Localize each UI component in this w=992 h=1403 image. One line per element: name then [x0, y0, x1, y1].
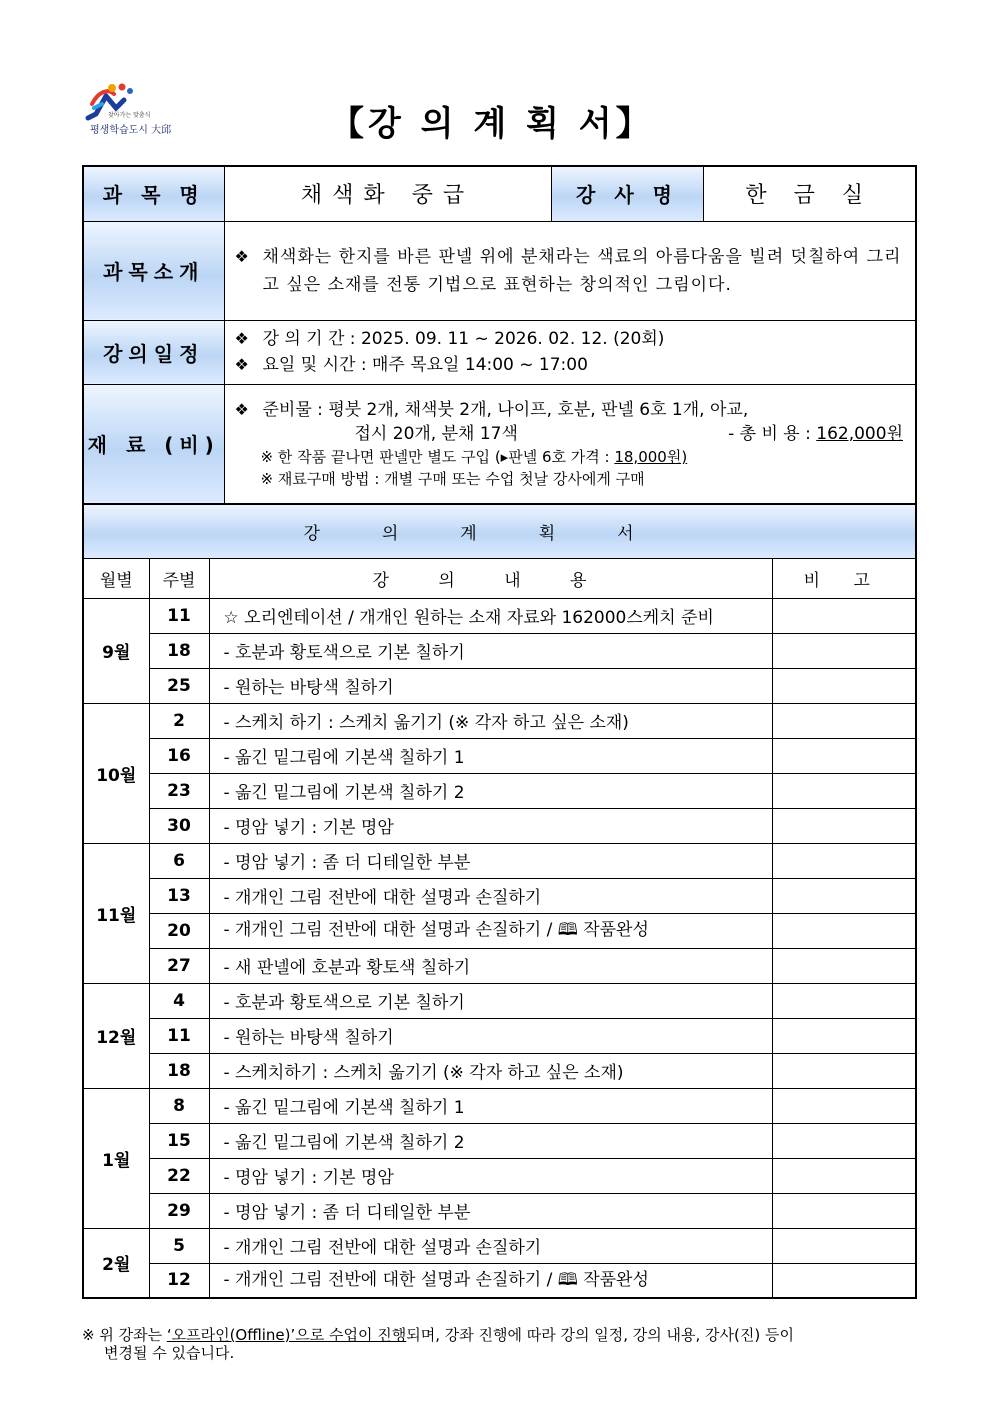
week-cell: 13	[149, 878, 209, 913]
week-cell: 22	[149, 1158, 209, 1193]
week-cell: 8	[149, 1088, 209, 1123]
month-cell: 9월	[83, 598, 149, 703]
week-cell: 6	[149, 843, 209, 878]
remark-cell	[772, 808, 916, 843]
week-cell: 11	[149, 1018, 209, 1053]
table-row	[83, 1263, 916, 1298]
content-cell: - 개개인 그림 전반에 대한 설명과 손질하기	[209, 1228, 772, 1263]
material-cell	[224, 384, 916, 504]
month-cell: 1월	[83, 1088, 149, 1228]
week-cell: 25	[149, 668, 209, 703]
document-title: 【강 의 계 획 서】	[330, 104, 654, 144]
week-cell: 2	[149, 703, 209, 738]
supplies-line2: 접시 20개, 분채 17색	[354, 423, 518, 444]
table-row	[83, 1228, 916, 1263]
content-cell: - 옮긴 밑그림에 기본색 칠하기 2	[209, 773, 772, 808]
table-row	[83, 1053, 916, 1088]
week-cell: 20	[149, 913, 209, 948]
remark-cell	[772, 633, 916, 668]
remark-cell	[772, 1228, 916, 1263]
content-cell: - 호분과 황토색으로 기본 칠하기	[209, 633, 772, 668]
time-label: 요일 및 시간 :	[262, 355, 367, 375]
period-value: 2025. 09. 11 ~ 2026. 02. 12. (20회)	[360, 329, 665, 349]
supplies-line1: 평붓 2개, 채색붓 2개, 나이프, 호분, 판넬 6호 1개, 아교,	[328, 399, 749, 420]
footer-line2: 변경될 수 있습니다.	[104, 1344, 235, 1362]
content-cell: - 옮긴 밑그림에 기본색 칠하기 2	[209, 1123, 772, 1158]
supplies-label: 준비물 :	[262, 399, 323, 420]
table-row	[83, 948, 916, 983]
month-header: 월별	[83, 558, 149, 598]
subject-value: 채색화 중급	[224, 166, 551, 221]
content-cell: - 명암 넣기 : 기본 명암	[209, 1158, 772, 1193]
subject-label: 과 목 명	[83, 166, 224, 221]
intro-label: 과목소개	[83, 221, 224, 320]
instructor-label: 강 사 명	[551, 166, 703, 221]
diamond-bullet-icon: ❖	[234, 246, 249, 266]
remark-cell	[772, 878, 916, 913]
remark-cell	[772, 1018, 916, 1053]
diamond-bullet-icon: ❖	[234, 329, 249, 348]
footer-underlined: ‘오프라인(Offline)’으로 수업이 진행	[166, 1326, 407, 1344]
week-cell: 23	[149, 773, 209, 808]
course-info-table	[82, 165, 917, 505]
content-cell: - 명암 넣기 : 좀 더 디테일한 부분	[209, 843, 772, 878]
remark-cell	[772, 1053, 916, 1088]
table-row	[83, 738, 916, 773]
month-cell: 10월	[83, 703, 149, 843]
content-header: 강 의 내 용	[209, 558, 772, 598]
month-cell: 12월	[83, 983, 149, 1088]
week-cell: 18	[149, 1053, 209, 1088]
remark-cell	[772, 668, 916, 703]
table-row	[83, 1088, 916, 1123]
week-cell: 15	[149, 1123, 209, 1158]
remark-cell	[772, 1158, 916, 1193]
purchase-note: ※ 재료구매 방법 : 개별 구매 또는 수업 첫날 강사에게 구매	[260, 469, 645, 488]
week-cell: 30	[149, 808, 209, 843]
remark-cell	[772, 738, 916, 773]
table-row	[83, 598, 916, 633]
plan-banner: 강의계획서	[83, 504, 916, 558]
total-value: 162,000원	[816, 423, 903, 444]
week-cell: 27	[149, 948, 209, 983]
schedule-cell	[224, 320, 916, 384]
week-cell: 18	[149, 633, 209, 668]
content-cell: - 명암 넣기 : 좀 더 디테일한 부분	[209, 1193, 772, 1228]
table-row	[83, 913, 916, 948]
plan-body	[83, 598, 916, 1298]
content-cell: - 명암 넣기 : 기본 명암	[209, 808, 772, 843]
logo-tagline: 찾아가는 맞춤식	[108, 112, 151, 119]
logo-name: 평생학습도시 大邱	[90, 125, 172, 136]
content-cell: - 개개인 그림 전반에 대한 설명과 손질하기 / 🕮 작품완성	[209, 1263, 772, 1298]
panel-price: 18,000원)	[614, 447, 688, 466]
content-cell: - 옮긴 밑그림에 기본색 칠하기 1	[209, 1088, 772, 1123]
remark-cell	[772, 1263, 916, 1298]
week-cell: 11	[149, 598, 209, 633]
month-cell: 2월	[83, 1228, 149, 1298]
material-label: 재 료 (비)	[83, 384, 224, 504]
diamond-bullet-icon: ❖	[234, 355, 249, 374]
remark-header: 비 고	[772, 558, 916, 598]
content-cell: - 옮긴 밑그림에 기본색 칠하기 1	[209, 738, 772, 773]
table-row	[83, 773, 916, 808]
instructor-value: 한 금 실	[703, 166, 916, 221]
footer-note	[82, 1326, 912, 1362]
month-cell: 11월	[83, 843, 149, 983]
table-row	[83, 668, 916, 703]
remark-cell	[772, 983, 916, 1018]
table-row	[83, 843, 916, 878]
remark-cell	[772, 913, 916, 948]
remark-cell	[772, 1123, 916, 1158]
remark-cell	[772, 948, 916, 983]
week-cell: 29	[149, 1193, 209, 1228]
content-cell: - 스케치하기 : 스케치 옮기기 (※ 각자 하고 싶은 소재)	[209, 1053, 772, 1088]
content-cell: - 원하는 바탕색 칠하기	[209, 1018, 772, 1053]
content-cell: - 스케치 하기 : 스케치 옮기기 (※ 각자 하고 싶은 소재)	[209, 703, 772, 738]
content-cell: ☆ 오리엔테이션 / 개개인 원하는 소재 자료와 162000스케치 준비	[209, 598, 772, 633]
table-row	[83, 1193, 916, 1228]
week-cell: 12	[149, 1263, 209, 1298]
week-cell: 16	[149, 738, 209, 773]
table-row	[83, 703, 916, 738]
intro-text: 채색화는 한지를 바른 판넬 위에 분채라는 색료의 아름다움을 빌려 덧칠하여 그리고 싶은 소재를 전통 기법으로 표현하는 창의적인 그림이다.	[262, 246, 902, 295]
panel-note: ※ 한 작품 끝나면 판넬만 별도 구입 (▸판넬 6호 가격 :	[260, 447, 610, 466]
table-row	[83, 808, 916, 843]
footer-suffix: 되며, 강좌 진행에 따라 강의 일정, 강의 내용, 강사(진) 등이	[406, 1326, 794, 1344]
schedule-label: 강의일정	[83, 320, 224, 384]
content-cell: - 개개인 그림 전반에 대한 설명과 손질하기 / 🕮 작품완성	[209, 913, 772, 948]
remark-cell	[772, 843, 916, 878]
remark-cell	[772, 1088, 916, 1123]
week-cell: 5	[149, 1228, 209, 1263]
remark-cell	[772, 1193, 916, 1228]
footer-prefix: ※ 위 강좌는	[82, 1326, 167, 1344]
diamond-bullet-icon: ❖	[234, 399, 249, 419]
time-value: 매주 목요일 14:00 ~ 17:00	[371, 355, 588, 375]
table-row	[83, 1123, 916, 1158]
remark-cell	[772, 773, 916, 808]
table-row	[83, 633, 916, 668]
remark-cell	[772, 703, 916, 738]
content-cell: - 새 판넬에 호분과 황토색 칠하기	[209, 948, 772, 983]
week-cell: 4	[149, 983, 209, 1018]
total-label: - 총 비 용 :	[728, 423, 811, 444]
lecture-plan-table	[82, 503, 917, 1299]
table-row	[83, 1158, 916, 1193]
table-row	[83, 1018, 916, 1053]
content-cell: - 호분과 황토색으로 기본 칠하기	[209, 983, 772, 1018]
intro-cell	[224, 221, 916, 320]
table-row	[83, 983, 916, 1018]
table-row	[83, 878, 916, 913]
content-cell: - 개개인 그림 전반에 대한 설명과 손질하기	[209, 878, 772, 913]
content-cell: - 원하는 바탕색 칠하기	[209, 668, 772, 703]
period-label: 강 의 기 간 :	[262, 329, 356, 349]
remark-cell	[772, 598, 916, 633]
week-header: 주별	[149, 558, 209, 598]
